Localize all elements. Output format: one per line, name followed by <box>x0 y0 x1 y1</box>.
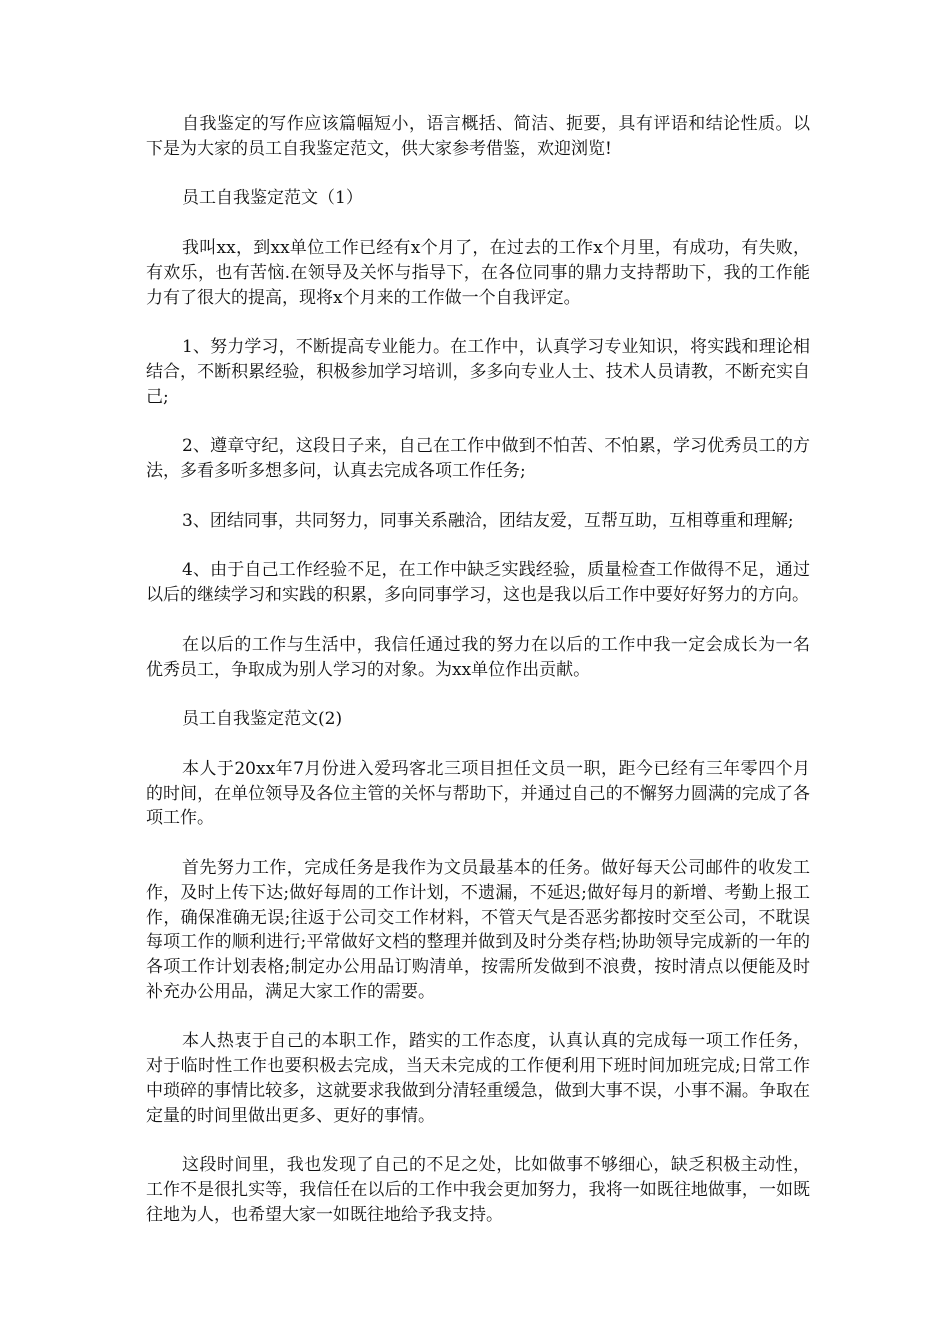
section-1-paragraph-5: 4、由于自己工作经验不足，在工作中缺乏实践经验，质量检查工作做得不足，通过以后的继续学习和实践的积累，多向同事学习，这也是我以后工作中要好好努力的方向。 <box>146 560 810 606</box>
section-1-paragraph-2: 1、努力学习，不断提高专业能力。在工作中，认真学习专业知识，将实践和理论相结合，不断积累经验，积极参加学习培训，多多向专业人士、技术人员请教，不断充实自己; <box>146 337 810 407</box>
section-1-paragraph-3: 2、遵章守纪，这段日子来，自己在工作中做到不怕苦、不怕累，学习优秀员工的方法，多看多听多想多问，认真去完成各项工作任务; <box>146 436 810 482</box>
section-2-paragraph-2: 首先努力工作，完成任务是我作为文员最基本的任务。做好每天公司邮件的收发工作，及时上传下达;做好每周的工作计划，不遗漏，不延迟;做好每月的新增、考勤上报工作，确保准确无误;往返于公司交工作材料，不管天气是否恶劣都按时交至公司，不耽误每项工作的顺利进行;平常做好文档的整理并做到及时分类存档;协助领导完成新的一年的各项工作计划表格;制定办公用品订购清单，按需所发做到不浪费，按时清点以便能及时补充办公用品，满足大家工作的需要。 <box>146 857 810 1002</box>
intro-paragraph: 自我鉴定的写作应该篇幅短小，语言概括、简洁、扼要，具有评语和结论性质。以下是为大家的员工自我鉴定范文，供大家参考借鉴，欢迎浏览! <box>146 114 810 159</box>
section-2-paragraph-3: 本人热衷于自己的本职工作，踏实的工作态度，认真认真的完成每一项工作任务，对于临时性工作也要积极去完成，当天未完成的工作便利用下班时间加班完成;日常工作中琐碎的事情比较多，这就要求我做到分清轻重缓急，做到大事不误，小事不漏。争取在定量的时间里做出更多、更好的事情。 <box>146 1031 810 1126</box>
section-1-paragraph-1: 我叫xx，到xx单位工作已经有x个月了，在过去的工作x个月里，有成功，有失败，有欢乐，也有苦恼.在领导及关怀与指导下，在各位同事的鼎力支持帮助下，我的工作能力有了很大的提高，现将x个月来的工作做一个自我评定。 <box>146 237 810 308</box>
section-2-paragraph-1: 本人于20xx年7月份进入爱玛客北三项目担任文员一职，距今已经有三年零四个月的时间，在单位领导及各位主管的关怀与帮助下，并通过自己的不懈努力圆满的完成了各项工作。 <box>146 758 810 829</box>
document-body <box>146 112 810 1253</box>
section-2-paragraph-4: 这段时间里，我也发现了自己的不足之处，比如做事不够细心，缺乏积极主动性，工作不是很扎实等，我信任在以后的工作中我会更加努力，我将一如既往地做事，一如既往地为人，也希望大家一如既往地给予我支持。 <box>146 1155 810 1226</box>
section-1-paragraph-6: 在以后的工作与生活中，我信任通过我的努力在以后的工作中我一定会成长为一名优秀员工，争取成为别人学习的对象。为xx单位作出贡献。 <box>146 634 810 680</box>
section-1-heading: 员工自我鉴定范文（1） <box>182 188 363 209</box>
section-2-heading: 员工自我鉴定范文(2) <box>182 709 343 730</box>
section-1-paragraph-4: 3、团结同事，共同努力，同事关系融洽，团结友爱，互帮互助，互相尊重和理解; <box>182 510 794 531</box>
